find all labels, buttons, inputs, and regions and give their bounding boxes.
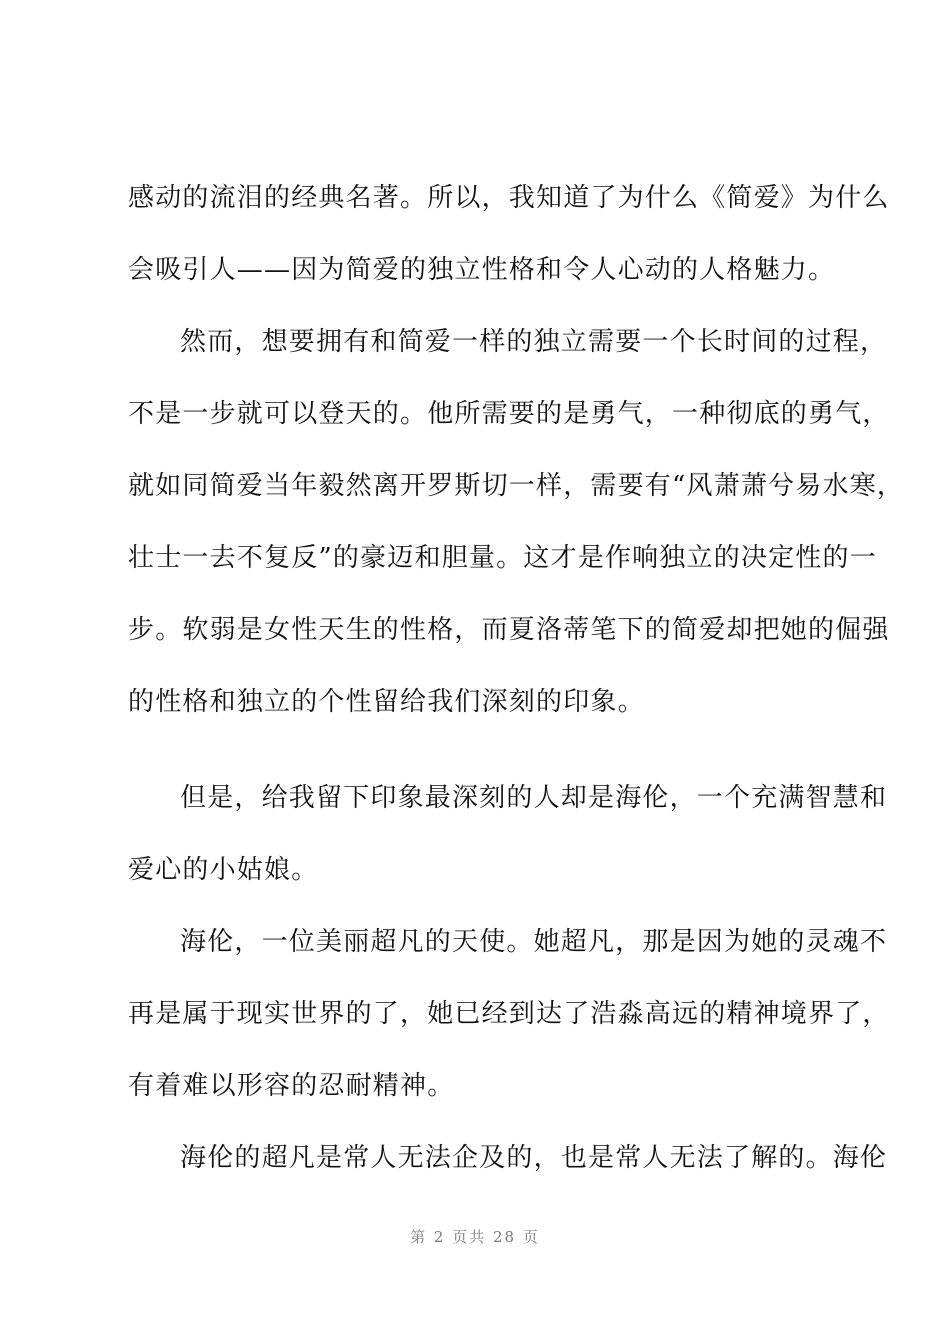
text-line: 的性格和独立的个性留给我们深刻的印象。 — [128, 687, 645, 717]
text-line: 步。软弱是女性天生的性格，而夏洛蒂笔下的简爱却把她的倔强 — [128, 615, 890, 645]
paragraph-first-line: 海伦的超凡是常人无法企及的，也是常人无法了解的。海伦 — [180, 1143, 888, 1173]
paragraph-first-line: 但是，给我留下印象最深刻的人却是海伦，一个充满智慧和 — [180, 783, 888, 813]
text-line: 就如同简爱当年毅然离开罗斯切一样，需要有“风萧萧兮易水寒， — [128, 471, 905, 501]
text-line: 再是属于现实世界的了，她已经到达了浩淼高远的精神境界了， — [128, 999, 890, 1029]
text-line: 感动的流泪的经典名著。所以，我知道了为什么《简爱》为什么 — [128, 183, 890, 213]
text-line: 有着难以形容的忍耐精神。 — [128, 1071, 455, 1101]
paragraph-first-line: 海伦，一位美丽超凡的天使。她超凡，那是因为她的灵魂不 — [180, 927, 888, 957]
paragraph-first-line: 然而，想要拥有和简爱一样的独立需要一个长时间的过程， — [180, 327, 888, 357]
text-line: 爱心的小姑娘。 — [128, 855, 319, 885]
text-line: 会吸引人——因为简爱的独立性格和令人心动的人格魅力。 — [128, 255, 836, 285]
text-line: 不是一步就可以登天的。他所需要的是勇气，一种彻底的勇气， — [128, 399, 890, 429]
page-number-footer: 第 2 页共 28 页 — [410, 1228, 540, 1246]
text-line: 壮士一去不复反”的豪迈和胆量。这才是作响独立的决定性的一 — [128, 543, 877, 573]
